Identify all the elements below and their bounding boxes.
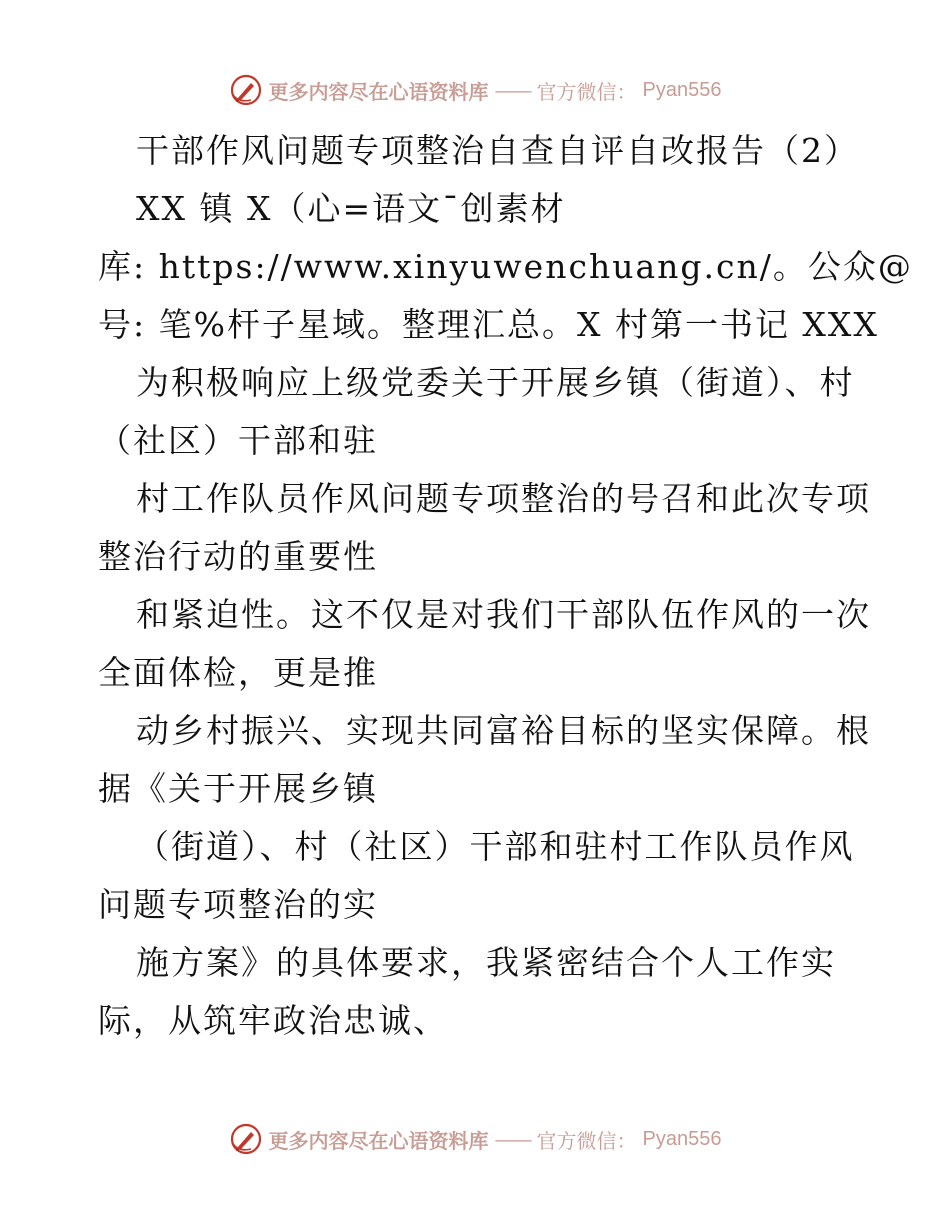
paragraph-line: 问题专项整治的实	[98, 885, 378, 924]
paragraph-line: 据《关于开展乡镇	[98, 769, 378, 808]
source-url-line: 库: https://www.xinyuwenchuang.cn/。公众@	[98, 247, 913, 286]
source-account-line: 号: 笔%杆子星域。整理汇总。X 村第一书记 XXX	[98, 305, 879, 344]
pen-logo-icon	[229, 1122, 263, 1156]
author-line: XX 镇 X（心=语文¯创素材	[136, 189, 566, 228]
watermark-official-label: 官方微信：	[536, 79, 637, 104]
footer-watermark	[0, 1122, 950, 1156]
paragraph-line: 为积极响应上级党委关于开展乡镇（街道）、村	[136, 363, 855, 402]
paragraph-line: 际，从筑牢政治忠诚、	[98, 1001, 448, 1040]
document-title: 干部作风问题专项整治自查自评自改报告（2）	[136, 131, 859, 170]
pen-logo-icon	[229, 73, 263, 107]
watermark-text: 更多内容尽在心语资料库	[268, 1128, 489, 1153]
paragraph-line: 施方案》的具体要求，我紧密结合个人工作实	[136, 943, 836, 982]
paragraph-line: 整治行动的重要性	[98, 537, 378, 576]
paragraph-line: （社区）干部和驻	[98, 421, 378, 460]
watermark-wechat-id: Pyan556	[642, 1127, 722, 1150]
paragraph-line: （街道）、村（社区）干部和驻村工作队员作风	[136, 827, 855, 866]
header-watermark	[0, 73, 950, 107]
paragraph-line: 动乡村振兴、实现共同富裕目标的坚实保障。根	[136, 711, 871, 750]
paragraph-line: 村工作队员作风问题专项整治的号召和此次专项	[136, 479, 871, 518]
watermark-dash: ——	[494, 78, 531, 102]
paragraph-line: 和紧迫性。这不仅是对我们干部队伍作风的一次	[136, 595, 871, 634]
document-body	[98, 122, 913, 1050]
paragraph-line: 全面体检，更是推	[98, 653, 378, 692]
watermark-wechat-id: Pyan556	[642, 78, 722, 101]
watermark-text: 更多内容尽在心语资料库	[268, 79, 489, 104]
watermark-official-label: 官方微信：	[536, 1128, 637, 1153]
watermark-dash: ——	[494, 1127, 531, 1151]
